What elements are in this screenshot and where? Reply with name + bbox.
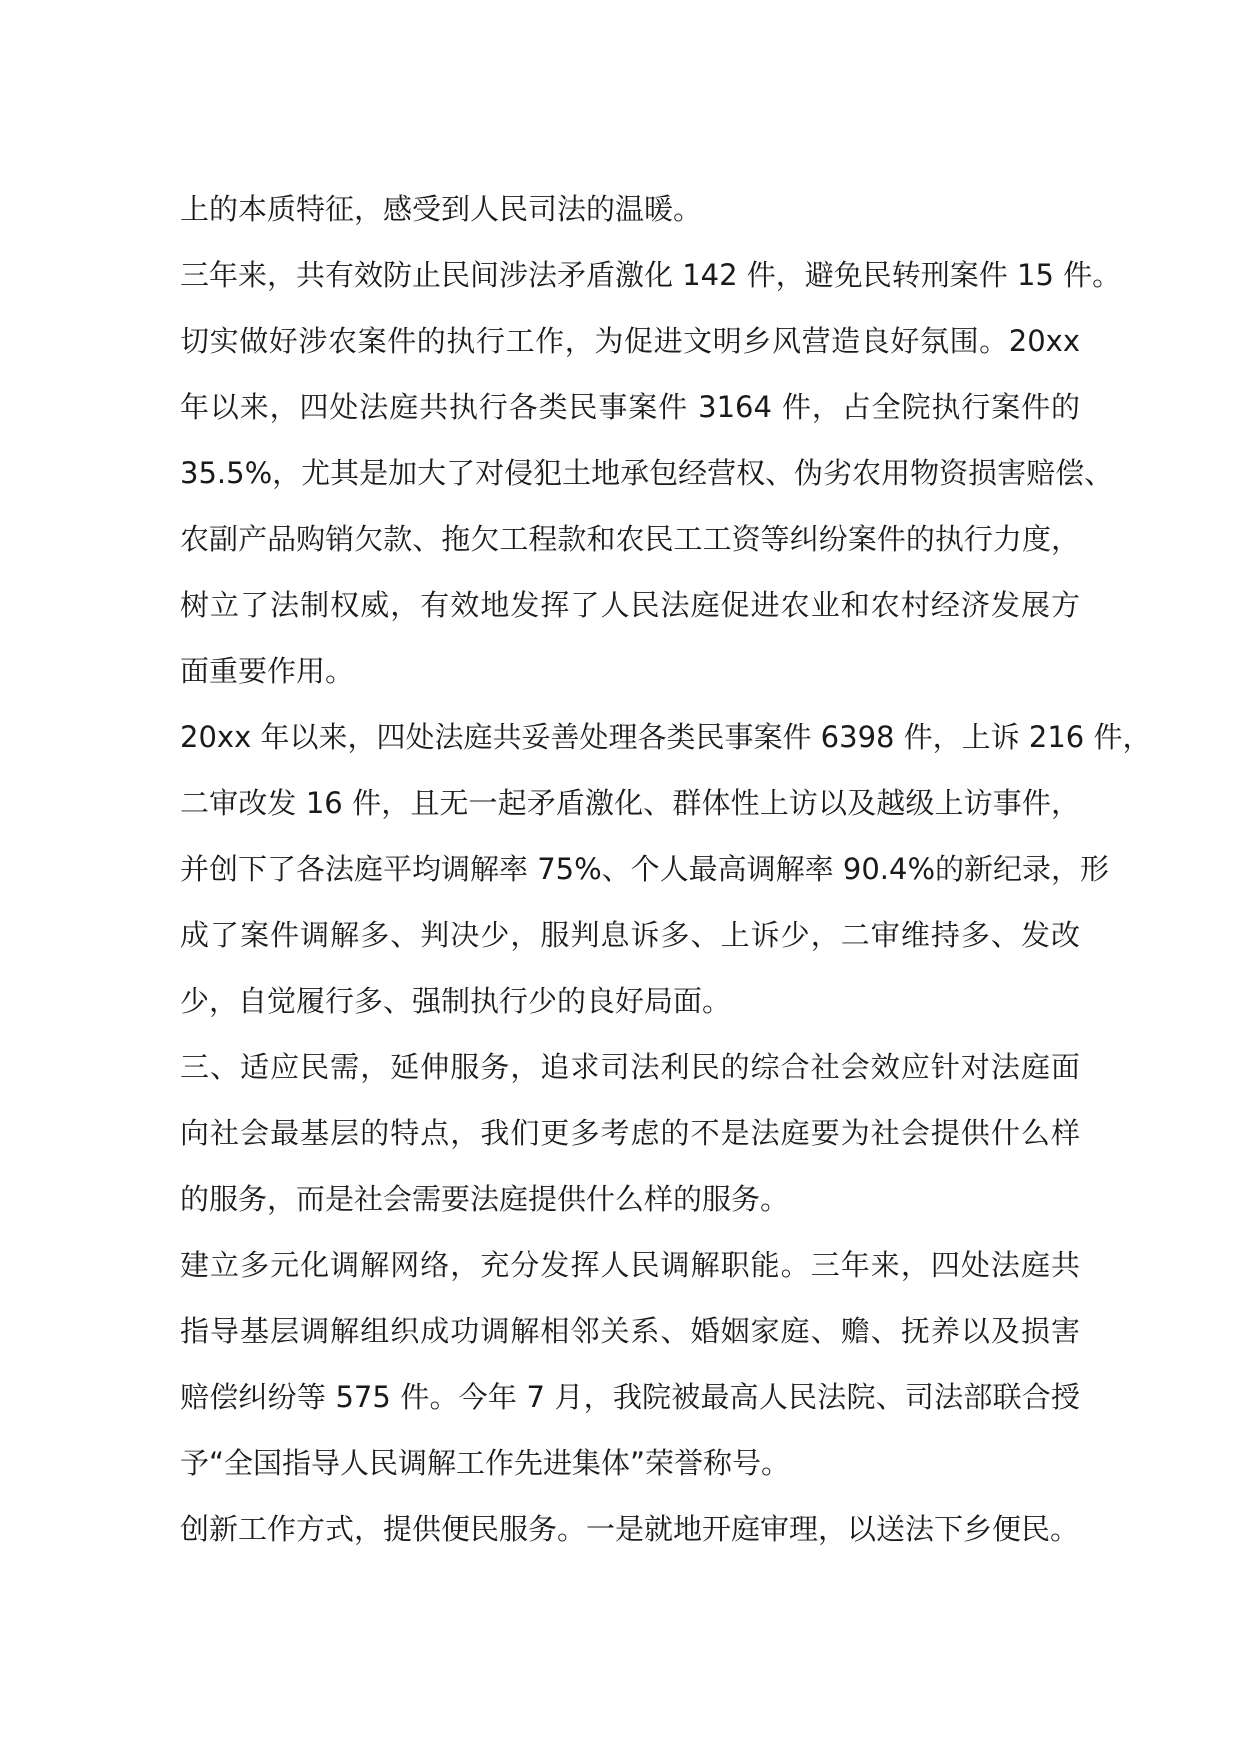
text-line: 成了案件调解多、判决少，服判息诉多、上诉少，二审维持多、发改 xyxy=(180,918,1080,952)
text-line: 创新工作方式，提供便民服务。一是就地开庭审理，以送法下乡便民。 xyxy=(180,1512,1080,1546)
text-line: 二审改发 16 件，且无一起矛盾激化、群体性上访以及越级上访事件， xyxy=(180,786,1080,820)
paragraph-6 xyxy=(180,1232,1080,1496)
text-line: 少，自觉履行多、强制执行少的良好局面。 xyxy=(180,984,732,1018)
paragraph-4 xyxy=(180,704,1152,1034)
text-line: 予“全国指导人民调解工作先进集体”荣誉称号。 xyxy=(180,1446,791,1480)
paragraph-3 xyxy=(180,308,1114,704)
paragraph-1 xyxy=(180,176,1080,242)
text-line: 向社会最基层的特点，我们更多考虑的不是法庭要为社会提供什么样 xyxy=(180,1116,1080,1150)
paragraph-7 xyxy=(180,1496,1080,1562)
text-line: 35.5%，尤其是加大了对侵犯土地承包经营权、伪劣农用物资损害赔偿、 xyxy=(180,456,1114,490)
text-line: 的服务，而是社会需要法庭提供什么样的服务。 xyxy=(180,1182,790,1216)
text-line: 三、适应民需，延伸服务，追求司法利民的综合社会效应针对法庭面 xyxy=(180,1050,1080,1084)
text-line: 指导基层调解组织成功调解相邻关系、婚姻家庭、赡、抚养以及损害 xyxy=(180,1314,1080,1348)
text-line: 切实做好涉农案件的执行工作，为促进文明乡风营造良好氛围。20xx xyxy=(180,324,1080,358)
text-line: 赔偿纠纷等 575 件。今年 7 月，我院被最高人民法院、司法部联合授 xyxy=(180,1380,1080,1414)
text-line: 农副产品购销欠款、拖欠工程款和农民工工资等纠纷案件的执行力度， xyxy=(180,522,1080,556)
text-line: 建立多元化调解网络，充分发挥人民调解职能。三年来，四处法庭共 xyxy=(180,1248,1080,1282)
paragraph-5 xyxy=(180,1034,1080,1232)
text-line: 上的本质特征，感受到人民司法的温暖。 xyxy=(180,192,703,226)
text-line: 树立了法制权威，有效地发挥了人民法庭促进农业和农村经济发展方 xyxy=(180,588,1080,622)
text-line: 三年来，共有效防止民间涉法矛盾激化 142 件，避免民转刑案件 15 件。 xyxy=(180,258,1122,292)
text-line: 20xx 年以来，四处法庭共妥善处理各类民事案件 6398 件，上诉 216 件， xyxy=(180,720,1152,754)
paragraph-2 xyxy=(180,242,1122,308)
text-line: 并创下了各法庭平均调解率 75%、个人最高调解率 90.4%的新纪录，形 xyxy=(180,852,1110,886)
text-line: 面重要作用。 xyxy=(180,654,355,688)
document-body xyxy=(180,176,1152,1562)
text-line: 年以来，四处法庭共执行各类民事案件 3164 件，占全院执行案件的 xyxy=(180,390,1080,424)
